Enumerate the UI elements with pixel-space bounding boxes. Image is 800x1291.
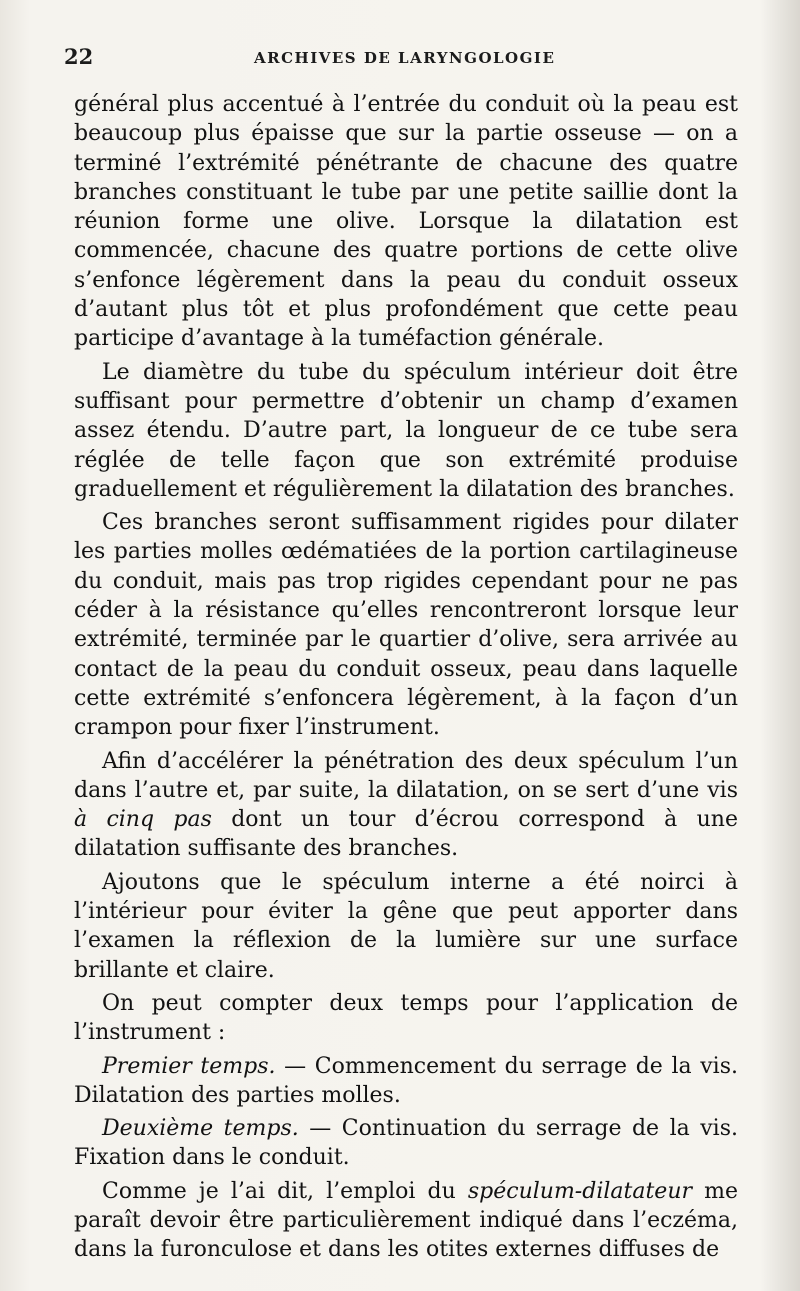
paragraph-3: Ces branches seront suffisamment rigides pour dilater les parties molles œdématiées de la portion cartilagineuse du conduit, mais pas trop rigides cependant pour ne pas céder à la résistance qu’elles rencontreront lorsque leur extrémité, terminée par le quartier d’olive, sera arrivée au contact de la peau du conduit osseux, peau dans laquelle cette extrémité s’enfoncera légèrement, à la façon d’un crampon pour fixer l’instrument.: [74, 510, 738, 741]
journal-title: ARCHIVES DE LARYNGOLOGIE: [254, 49, 556, 67]
premier-temps-label: Premier temps.: [102, 1053, 276, 1079]
paragraph-2: Le diamètre du tube du spéculum intérieur doit être suffisant pour permettre d’obtenir un champ d’examen assez étendu. D’autre part, la longueur de ce tube sera réglée de telle façon que son extrémité produise graduellement et régulièrement la dilatation des branches.: [74, 359, 738, 502]
paragraph-9-text-b: me paraît devoir être particulièrement indiqué dans l’eczéma, dans la furonculose et dans les otites externes diffuses de: [74, 1178, 738, 1263]
running-head: [64, 44, 736, 74]
body-text: [74, 90, 738, 1265]
page-number: 22: [64, 44, 94, 69]
paragraph-4-text-a: Afin d’accélérer la pénétration des deux spéculum l’un dans l’autre et, par suite, la dilatation, on se sert d’une vis: [74, 748, 738, 803]
paragraph-9-text-a: Comme je l’ai dit, l’emploi du: [102, 1178, 468, 1204]
paragraph-5: Ajoutons que le spéculum interne a été noirci à l’intérieur pour éviter la gêne que peut apporter dans l’examen la réflexion de la lumière sur une surface brillante et claire.: [74, 869, 738, 983]
paragraph-8: [74, 1114, 738, 1173]
paragraph-4-text-b: dont un tour d’écrou correspond à une dilatation suffisante des branches.: [74, 807, 738, 862]
paragraph-6: On peut compter deux temps pour l’application de l’instrument :: [74, 990, 738, 1046]
paragraph-9-italic: spéculum-dilatateur: [467, 1178, 693, 1204]
deuxieme-temps-label: Deuxième temps.: [102, 1116, 299, 1142]
paragraph-4-italic: à cinq pas: [74, 807, 212, 833]
deuxieme-temps-text: — Continuation du serrage de la vis. Fixation dans le conduit.: [74, 1116, 738, 1171]
premier-temps-text: — Commencement du serrage de la vis. Dilatation des parties molles.: [74, 1053, 738, 1108]
paragraph-4: [74, 747, 738, 864]
paragraph-7: [74, 1052, 738, 1111]
paragraph-9: [74, 1177, 738, 1265]
paragraph-1: général plus accentué à l’entrée du conduit où la peau est beaucoup plus épaisse que sur la partie osseuse — on a terminé l’extrémité pénétrante de chacune des quatre branches constituant le tube par une petite saillie dont la réunion forme une olive. Lorsque la dilatation est commencée, chacune des quatre portions de cette olive s’enfonce légèrement dans la peau du conduit osseux d’autant plus tôt et plus profondément que cette peau participe d’avantage à la tuméfaction générale.: [74, 92, 738, 352]
